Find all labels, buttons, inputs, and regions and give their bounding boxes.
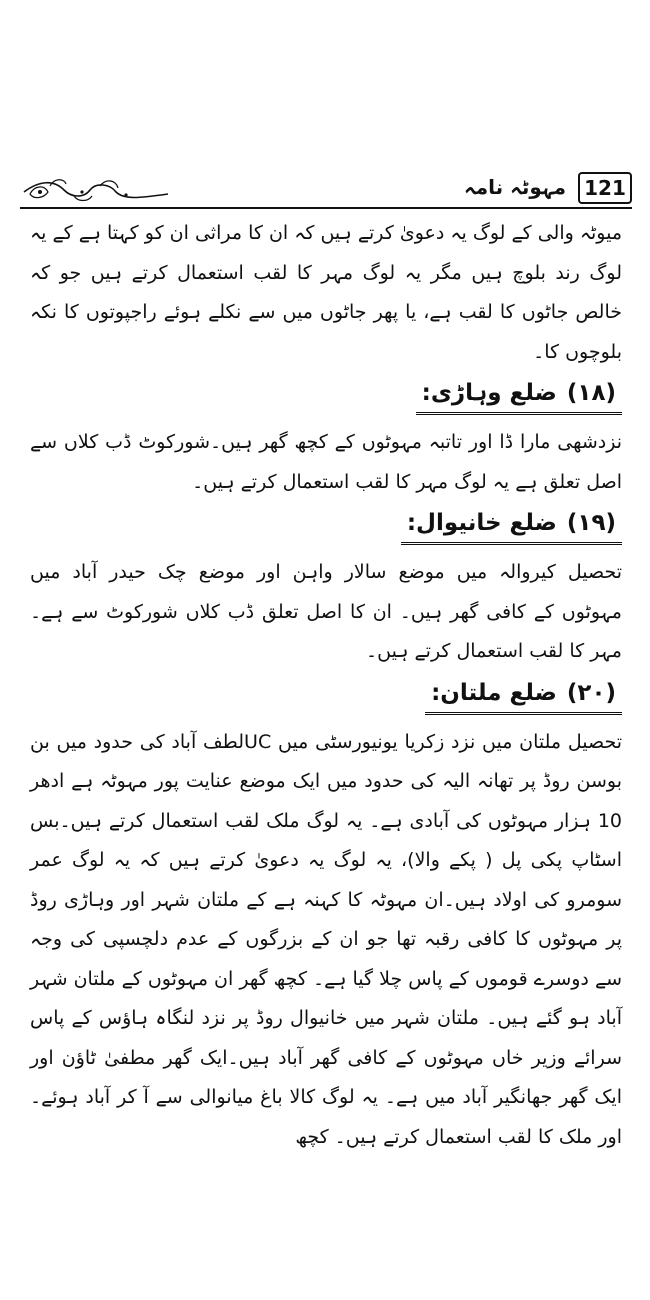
section-number: (۱۹)	[566, 510, 616, 536]
khanewal-paragraph: تحصیل کیروالہ میں موضع سالار واہن اور موضع چک حیدر آباد میں مہوٹوں کے کافی گھر ہیں۔ ان کا اصل تعلق ڈب کلاں شورکوٹ سے ہے۔مہر کا لقب استعمال کرتے ہیں۔	[30, 561, 622, 662]
intro-paragraph: میوٹہ والی کے لوگ یہ دعویٰ کرتے ہیں کہ ان کا مراثی ان کو کہتا ہے کے یہ لوگ رند بلوچ ہیں مگر یہ لوگ مہر کا لقب استعمال کرتے ہیں جو کہ خالص جاٹوں کا لقب ہے، یا پھر جاٹوں میں سے نکلے ہوئے راجپوتوں کا نکہ بلوچوں کا۔	[30, 222, 622, 363]
floral-ornament-icon	[20, 174, 170, 204]
running-title: مہوٹہ نامہ	[464, 175, 566, 199]
section-number: (۱۸)	[566, 380, 616, 406]
page-number: 121	[578, 172, 632, 204]
section-title: ضلع وہاڑی:	[421, 380, 557, 406]
section-heading-khanewal	[401, 506, 622, 545]
section-heading-multan	[425, 676, 622, 715]
section-title: ضلع ملتان:	[431, 679, 557, 706]
page-content	[30, 214, 622, 1157]
section-number: (۲۰)	[566, 679, 616, 706]
multan-paragraph: تحصیل ملتان میں نزد زکریا یونیورسٹی میں UCلطف آباد کی حدود میں بن بوسن روڈ پر تھانہ الیہ کی حدود میں ایک موضع عنایت پور مہوٹہ ہے ادھر 10 ہزار مہوٹوں کی آبادی ہے۔ یہ لوگ ملک لقب استعمال کرتے ہیں۔بس اسٹاپ پکی پل ( پکے والا)، یہ لوگ یہ دعویٰ کرتے ہیں کہ یہ لوگ عمر سومرو کی اولاد ہیں۔ان مہوٹہ کا کہنہ ہے کے ملتان شہر اور وہاڑی روڈ پر مہوٹوں کا کافی رقبہ تھا جو ان کے بزرگوں کے عدم دلچسپی کی وجہ سے دوسرے قوموں کے پاس چلا گیا ہے۔ کچھ گھر ان مہوٹوں کے ملتان شہر آباد ہو گئے ہیں۔ ملتان شہر میں خانیوال روڈ پر نزد لنگاہ ہاؤس کے پاس سرائے وزیر خاں مہوٹوں کے کافی گھر آباد ہیں۔ایک گھر مطفیٰ ٹاؤن اور ایک گھر جھانگیر آباد میں ہے۔ یہ لوگ کالا باغ میانوالی سے آ کر آباد ہوئے۔ اور ملک کا لقب استعمال کرتے ہیں۔ کچھ	[30, 730, 622, 1148]
section-title: ضلع خانیوال:	[406, 510, 557, 536]
section-heading-vehari	[416, 376, 622, 415]
vehari-paragraph: نزدشھی مارا ڈا اور تاتبہ مہوٹوں کے کچھ گھر ہیں۔شورکوٹ ڈب کلاں سے اصل تعلق ہے یہ لوگ مہر کا لقب استعمال کرتے ہیں۔	[30, 431, 622, 493]
header-rule	[20, 207, 632, 209]
page-header	[20, 168, 632, 208]
